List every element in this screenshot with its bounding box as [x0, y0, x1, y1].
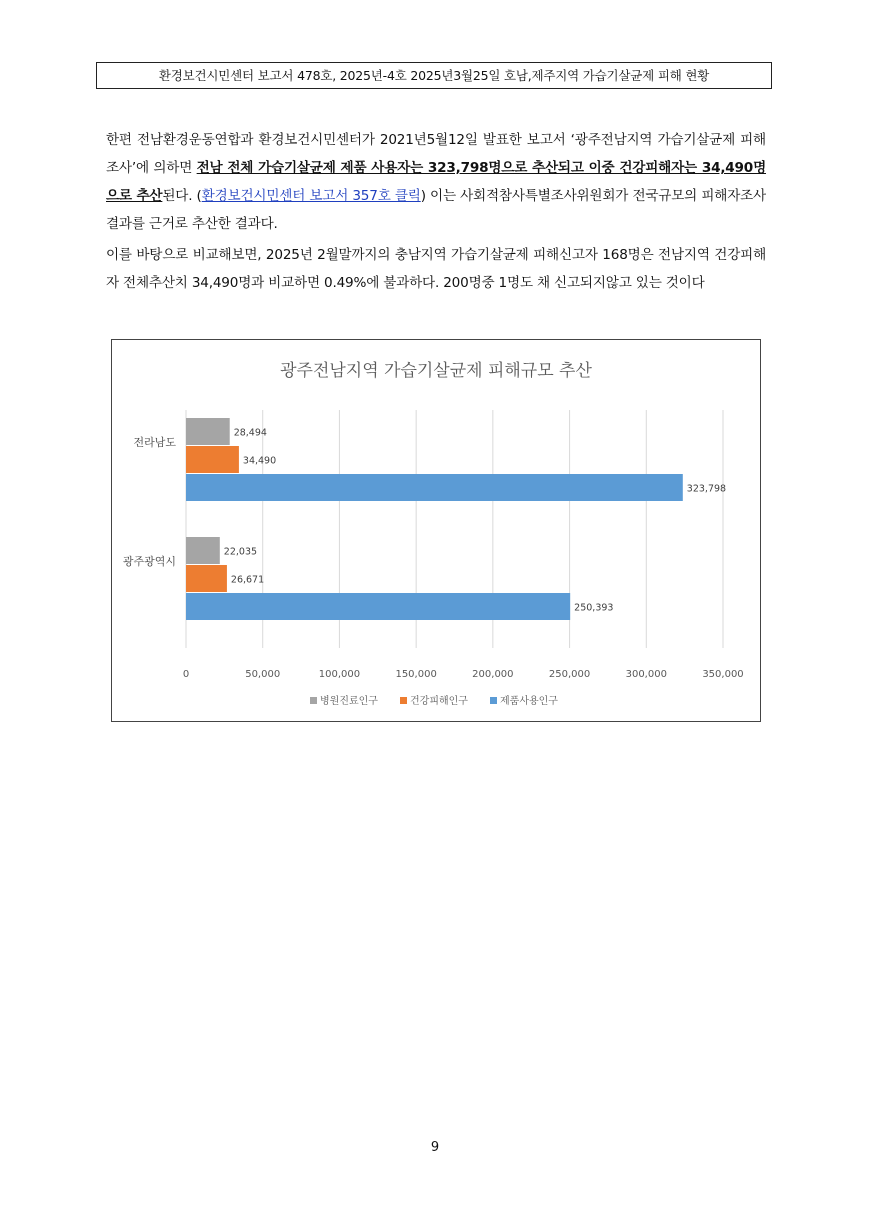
report-357-link[interactable]: 환경보건시민센터 보고서 357호 클릭 [201, 188, 421, 204]
paragraph-1-text-b: 된다. ( [162, 188, 202, 204]
x-tick-label: 50,000 [245, 669, 281, 680]
x-tick-label: 150,000 [395, 669, 437, 680]
category-label: 전라남도 [133, 436, 176, 449]
damage-estimate-chart [111, 339, 761, 722]
x-tick-label: 300,000 [625, 669, 667, 680]
paragraph-1-emphasis: 전남 전체 가습기살균제 제품 사용자는 323,798명으로 추산되고 이중 건강피해자는 34,490명으로 추산 [106, 160, 767, 204]
paragraph-1-text-c: ) 이는 사회적참사특별조사위원회가 전국규모의 피해자조사 결과를 근거로 추산한 결과다. [106, 188, 766, 232]
category-label: 광주광역시 [122, 555, 176, 568]
legend-swatch [490, 697, 497, 704]
data-label: 323,798 [686, 483, 727, 495]
paragraph-1 [106, 126, 766, 238]
data-label: 22,035 [223, 546, 258, 558]
data-label: 28,494 [233, 427, 267, 439]
legend-swatch [400, 697, 407, 704]
bar [186, 474, 683, 501]
bar [186, 537, 220, 564]
header-text: 환경보건시민센터 보고서 478호, 2025년-4호 2025년3월25일 호남,제주지역 가습기살균제 피해 현황 [158, 68, 710, 83]
paragraph-2 [106, 241, 766, 297]
data-label: 26,671 [230, 574, 265, 586]
chart-title: 광주전남지역 가습기살균제 피해규모 추산 [280, 361, 592, 381]
data-label: 34,490 [242, 455, 277, 467]
x-tick-label: 350,000 [702, 669, 744, 680]
legend-swatch [310, 697, 317, 704]
legend-label: 제품사용인구 [500, 696, 558, 707]
bar [186, 446, 239, 473]
legend-label: 병원진료인구 [320, 696, 378, 707]
page-number: 9 [430, 1140, 440, 1155]
bar [186, 565, 227, 592]
document-header [96, 62, 772, 89]
paragraph-2-text: 이를 바탕으로 비교해보면, 2025년 2월말까지의 충남지역 가습기살균제 피해신고자 168명은 전남지역 건강피해자 전체추산치 34,490명과 비교하면 0.49%에 불과하다. 200명중 1명도 채 신고되지않고 있는 것이다 [106, 247, 766, 291]
x-tick-label: 250,000 [548, 669, 591, 680]
chart-canvas [112, 340, 760, 720]
paragraph-1-text-a: 한편 전남환경운동연합과 환경보건시민센터가 2021년5월12일 발표한 보고서 ‘광주전남지역 가습기살균제 피해조사’에 의하면 [106, 132, 766, 176]
x-tick-label: 0 [182, 669, 190, 680]
bar [186, 418, 230, 445]
bar [186, 593, 570, 620]
x-tick-label: 200,000 [472, 669, 514, 680]
data-label: 250,393 [574, 602, 614, 614]
x-tick-label: 100,000 [318, 669, 361, 680]
legend-label: 건강피해인구 [410, 696, 468, 707]
